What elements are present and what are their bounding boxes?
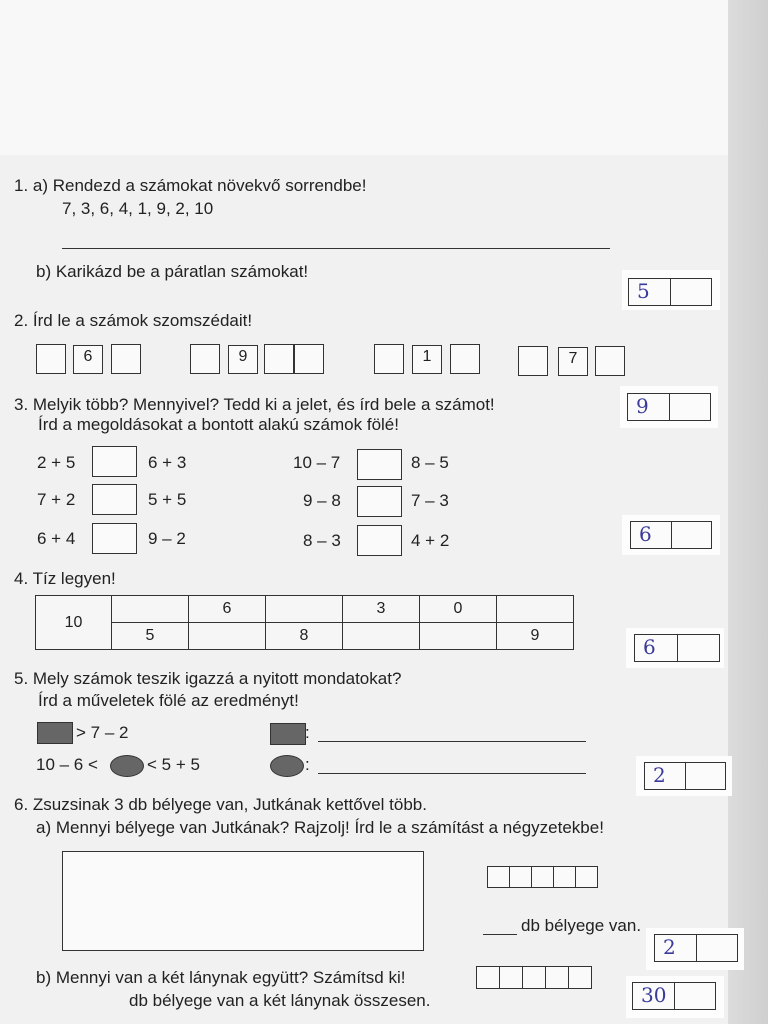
given-number: 6 <box>73 345 103 374</box>
compare-right: 7 – 3 <box>411 491 449 510</box>
calculation-cells-b[interactable] <box>476 966 592 989</box>
score-value: 2 <box>645 763 686 789</box>
count-answer-line[interactable] <box>483 934 517 935</box>
score-box-2 <box>627 393 711 421</box>
table-cell[interactable] <box>343 623 420 650</box>
compare-right: 9 – 2 <box>148 529 186 548</box>
colon: : <box>305 755 310 774</box>
neighbor-box[interactable] <box>595 346 625 376</box>
table-cell[interactable] <box>420 623 497 650</box>
score-value: 2 <box>655 935 697 961</box>
compare-box[interactable] <box>92 484 137 515</box>
oval-answer-line[interactable] <box>318 773 586 774</box>
task5-line1: 5. Mely számok teszik igazzá a nyitott mondatokat? <box>14 669 402 688</box>
oval-symbol-icon <box>270 755 304 777</box>
task6-line1: 6. Zsuzsinak 3 db bélyege van, Jutkának kettővel több. <box>14 795 427 814</box>
task1-answer-line[interactable] <box>62 248 610 249</box>
task6-b-label: b) Mennyi van a két lánynak együtt? Számítsd ki! <box>36 968 406 987</box>
table-cell-first: 10 <box>36 596 112 650</box>
task5-expr2-left: 10 – 6 < <box>36 755 98 774</box>
square-answer-line[interactable] <box>318 741 586 742</box>
compare-right: 5 + 5 <box>148 490 187 509</box>
task1-a-label: 1. a) Rendezd a számokat növekvő sorrendbe! <box>14 176 367 195</box>
table-cell: 5 <box>112 623 189 650</box>
scan-right-edge <box>728 0 768 1024</box>
task1-b-label: b) Karikázd be a páratlan számokat! <box>36 262 309 281</box>
ten-table <box>35 595 574 650</box>
compare-right: 8 – 5 <box>411 453 449 472</box>
overlapping-paper <box>0 0 728 156</box>
compare-box[interactable] <box>357 449 402 480</box>
calculation-cells-a[interactable] <box>487 866 598 888</box>
score-box-total <box>632 982 716 1010</box>
task2-label: 2. Írd le a számok szomszédait! <box>14 311 253 330</box>
table-cell: 8 <box>266 623 343 650</box>
compare-box[interactable] <box>92 446 137 477</box>
oval-symbol-icon <box>110 755 144 777</box>
compare-right: 4 + 2 <box>411 531 450 550</box>
compare-left: 8 – 3 <box>303 531 341 550</box>
neighbor-box[interactable] <box>374 344 404 374</box>
compare-left: 7 + 2 <box>37 490 76 509</box>
table-cell[interactable] <box>189 623 266 650</box>
task5-expr1: > 7 – 2 <box>76 723 129 742</box>
table-cell: 9 <box>497 623 574 650</box>
neighbor-box[interactable] <box>518 346 548 376</box>
score-value: 6 <box>635 635 678 661</box>
drawing-area[interactable] <box>62 851 424 951</box>
score-box-4 <box>634 634 720 662</box>
compare-right: 6 + 3 <box>148 453 187 472</box>
table-cell: 0 <box>420 596 497 623</box>
score-value: 5 <box>629 279 671 305</box>
neighbor-box[interactable] <box>36 344 66 374</box>
task5-expr2-right: < 5 + 5 <box>147 755 200 774</box>
compare-left: 10 – 7 <box>293 453 341 472</box>
neighbor-box[interactable] <box>264 344 294 374</box>
task4-label: 4. Tíz legyen! <box>14 569 116 588</box>
score-value: 6 <box>631 522 672 548</box>
neighbor-box[interactable] <box>111 344 141 374</box>
neighbor-box[interactable] <box>190 344 220 374</box>
table-cell[interactable] <box>497 596 574 623</box>
task3-line2: Írd a megoldásokat a bontott alakú számok fölé! <box>38 415 399 434</box>
neighbor-box[interactable] <box>450 344 480 374</box>
compare-left: 9 – 8 <box>303 491 341 510</box>
square-symbol-icon <box>37 722 73 744</box>
score-box-1 <box>628 278 712 306</box>
table-cell: 3 <box>343 596 420 623</box>
table-cell: 6 <box>189 596 266 623</box>
table-cell[interactable] <box>112 596 189 623</box>
square-symbol-icon <box>270 723 306 745</box>
task3-line1: 3. Melyik több? Mennyivel? Tedd ki a jelet, és írd bele a számot! <box>14 395 495 414</box>
score-box-6 <box>654 934 738 962</box>
score-value: 30 <box>633 983 675 1009</box>
score-value: 9 <box>628 394 670 420</box>
compare-box[interactable] <box>357 525 402 556</box>
given-number: 1 <box>412 345 442 374</box>
given-number: 9 <box>228 345 258 374</box>
compare-box[interactable] <box>357 486 402 517</box>
task6-a-label: a) Mennyi bélyege van Jutkának? Rajzolj! Írd le a számítást a négyzetekbe! <box>36 818 604 837</box>
task6-b-answer: db bélyege van a két lánynak összesen. <box>129 991 431 1010</box>
table-cell[interactable] <box>266 596 343 623</box>
compare-left: 2 + 5 <box>37 453 76 472</box>
compare-box[interactable] <box>92 523 137 554</box>
neighbor-box[interactable] <box>294 344 324 374</box>
task5-line2: Írd a műveletek fölé az eredményt! <box>38 691 299 710</box>
score-box-5 <box>644 762 726 790</box>
task1-numbers: 7, 3, 6, 4, 1, 9, 2, 10 <box>62 199 214 218</box>
task6-a-answer: db bélyege van. <box>521 916 642 935</box>
score-box-3 <box>630 521 712 549</box>
given-number: 7 <box>558 347 588 376</box>
compare-left: 6 + 4 <box>37 529 76 548</box>
colon: : <box>305 723 310 742</box>
